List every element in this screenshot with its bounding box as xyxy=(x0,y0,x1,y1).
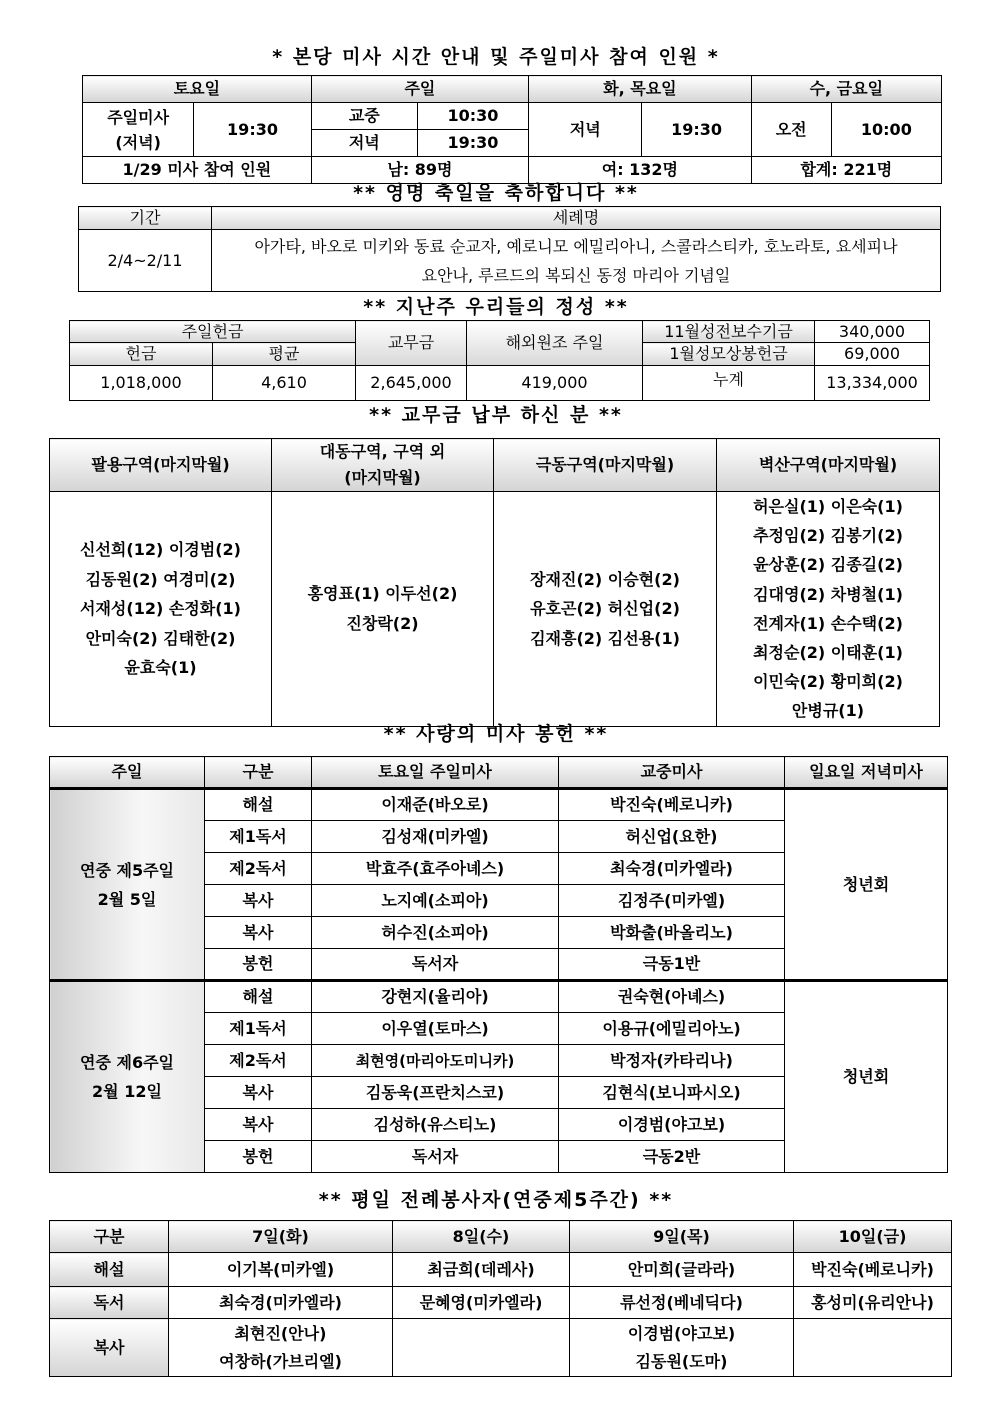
feast-names-line1: 아가타, 바오로 미키와 동료 순교자, 예로니모 에밀리아니, 스콜라스티카, 호노라토, 요세피나 xyxy=(254,236,898,256)
service-header-evening: 일요일 저녁미사 xyxy=(785,757,948,789)
week1-saturday: 박효주(효주아녜스) xyxy=(312,853,559,885)
week2-role: 봉헌 xyxy=(205,1141,312,1173)
wed-fri-time: 10:00 xyxy=(831,103,941,157)
average-header: 평균 xyxy=(213,343,356,366)
sunday-evening-time: 19:30 xyxy=(417,130,528,157)
reader-thu: 류선정(베네딕다) xyxy=(570,1287,794,1319)
service-header-saturday: 토요일 주일미사 xyxy=(312,757,559,789)
district-list-byeoksan: 허은실(1) 이은숙(1) 추정임(2) 김봉기(2) 윤상훈(2) 김종길(2) 김대영(2) 차병철(1) 전계자(1) 손수택(2) 최정순(2) 이태훈(1) 이민숙(2) 황미희(2) 안병규(1) xyxy=(717,492,940,727)
day-header-saturday: 토요일 xyxy=(83,76,312,103)
week2-saturday: 김동욱(프란치스코) xyxy=(312,1077,559,1109)
jan-fund-label: 1월성모상봉헌금 xyxy=(643,343,815,366)
day-header-sunday: 주일 xyxy=(311,76,528,103)
feast-period: 2/4~2/11 xyxy=(79,230,212,292)
district-header-palyong: 팔용구역(마지막월) xyxy=(50,439,272,492)
day-header-tue-thu: 화, 목요일 xyxy=(529,76,752,103)
week1-main: 박진숙(베로니카) xyxy=(559,789,785,821)
wed-fri-label: 오전 xyxy=(751,103,831,157)
districts-table xyxy=(49,438,940,727)
average-value: 4,610 xyxy=(213,366,356,401)
commentary-thu: 안미희(글라라) xyxy=(570,1253,794,1287)
offering-title: ** 지난주 우리들의 정성 ** xyxy=(363,296,629,318)
week2-role: 해설 xyxy=(205,981,312,1013)
week1-saturday: 김성재(미카엘) xyxy=(312,821,559,853)
week1-role: 제2독서 xyxy=(205,853,312,885)
parish-fee-title: ** 교무금 납부 하신 분 ** xyxy=(369,404,623,426)
feast-names-line2: 요안나, 루르드의 복되신 동정 마리아 기념일 xyxy=(421,265,731,285)
week1-role: 해설 xyxy=(205,789,312,821)
commentary-label: 해설 xyxy=(50,1253,169,1287)
feast-names xyxy=(212,230,941,292)
day-header-wed-fri: 수, 금요일 xyxy=(751,76,941,103)
district-list-palyong: 신선희(12) 이경범(2) 김동원(2) 여경미(2) 서재성(12) 손정화(1) 안미숙(2) 김태한(2) 윤효숙(1) xyxy=(50,492,272,727)
week2-saturday: 김성하(유스티노) xyxy=(312,1109,559,1141)
weekday-header-tue: 7일(화) xyxy=(169,1221,393,1253)
reader-label: 독서 xyxy=(50,1287,169,1319)
tue-thu-label: 저녁 xyxy=(529,103,642,157)
feast-table xyxy=(78,206,941,292)
server-label: 복사 xyxy=(50,1319,169,1377)
sunday-collection-header: 주일헌금 xyxy=(70,321,356,343)
week1-role: 봉헌 xyxy=(205,949,312,981)
week2-role: 제2독서 xyxy=(205,1045,312,1077)
weekday-table xyxy=(49,1220,952,1377)
service-table xyxy=(49,756,948,1173)
week1-label: 연중 제5주일 2월 5일 xyxy=(50,789,205,981)
week1-role: 복사 xyxy=(205,885,312,917)
week1-main: 허신업(요한) xyxy=(559,821,785,853)
mass-times-table xyxy=(82,75,942,184)
weekday-header-thu: 9일(목) xyxy=(570,1221,794,1253)
attendance-total: 합계: 221명 xyxy=(751,157,941,184)
sunday-main-time: 10:30 xyxy=(417,103,528,130)
service-title: ** 사랑의 미사 봉헌 ** xyxy=(383,723,609,745)
week1-main: 최숙경(미카엘라) xyxy=(559,853,785,885)
server-thu: 이경범(야고보) 김동원(도마) xyxy=(570,1319,794,1377)
week1-saturday: 이재준(바오로) xyxy=(312,789,559,821)
week2-main: 권숙현(아녜스) xyxy=(559,981,785,1013)
week2-saturday: 최현영(마리아도미니카) xyxy=(312,1045,559,1077)
server-fri xyxy=(794,1319,952,1377)
server-tue: 최현진(안나) 여창하(가브리엘) xyxy=(169,1319,393,1377)
district-header-daedong: 대동구역, 구역 외 (마지막월) xyxy=(272,439,494,492)
week1-main: 극동1반 xyxy=(559,949,785,981)
server-wed xyxy=(393,1319,570,1377)
jan-fund-value: 69,000 xyxy=(815,343,930,366)
week2-saturday: 강현지(율리아) xyxy=(312,981,559,1013)
weekday-header-fri: 10일(금) xyxy=(794,1221,952,1253)
attendance-female: 여: 132명 xyxy=(529,157,752,184)
sunday-main-label: 교중 xyxy=(311,103,417,130)
parish-fee-header: 교무금 xyxy=(356,321,467,366)
week1-role: 제1독서 xyxy=(205,821,312,853)
weekday-header-role: 구분 xyxy=(50,1221,169,1253)
commentary-tue: 이기복(미카엘) xyxy=(169,1253,393,1287)
cash-header: 헌금 xyxy=(70,343,213,366)
offering-table xyxy=(69,320,930,401)
week1-role: 복사 xyxy=(205,917,312,949)
weekday-title: ** 평일 전례봉사자(연중제5주간) ** xyxy=(318,1189,674,1211)
week1-main: 박화출(바올리노) xyxy=(559,917,785,949)
feast-name-header: 세례명 xyxy=(212,207,941,230)
page-title: * 본당 미사 시간 안내 및 주일미사 참여 인원 * xyxy=(272,46,720,68)
reader-tue: 최숙경(미카엘라) xyxy=(169,1287,393,1319)
overseas-aid-header: 해외원조 주일 xyxy=(467,321,643,366)
nov-fund-value: 340,000 xyxy=(815,321,930,343)
feast-title: ** 영명 축일을 축하합니다 ** xyxy=(353,182,639,204)
tue-thu-time: 19:30 xyxy=(642,103,751,157)
week2-main: 극동2반 xyxy=(559,1141,785,1173)
parish-fee-value: 2,645,000 xyxy=(356,366,467,401)
overseas-aid-value: 419,000 xyxy=(467,366,643,401)
service-header-sunday: 주일 xyxy=(50,757,205,789)
week1-saturday: 허수진(소피아) xyxy=(312,917,559,949)
week2-role: 복사 xyxy=(205,1077,312,1109)
service-header-main: 교중미사 xyxy=(559,757,785,789)
cumulative-label: 누계 xyxy=(643,366,815,401)
week1-evening: 청년회 xyxy=(785,789,948,981)
saturday-mass-label: 주일미사 (저녁) xyxy=(83,103,194,157)
feast-period-header: 기간 xyxy=(79,207,212,230)
saturday-mass-time: 19:30 xyxy=(194,103,312,157)
service-header-role: 구분 xyxy=(205,757,312,789)
week2-main: 이경범(야고보) xyxy=(559,1109,785,1141)
reader-fri: 홍성미(유리안나) xyxy=(794,1287,952,1319)
sunday-evening-label: 저녁 xyxy=(311,130,417,157)
commentary-fri: 박진숙(베로니카) xyxy=(794,1253,952,1287)
district-list-daedong: 홍영표(1) 이두선(2) 진창락(2) xyxy=(272,492,494,727)
week1-main: 김정주(미카엘) xyxy=(559,885,785,917)
district-list-geukdong: 장재진(2) 이승현(2) 유호곤(2) 허신업(2) 김재흥(2) 김선용(1) xyxy=(494,492,717,727)
week2-label: 연중 제6주일 2월 12일 xyxy=(50,981,205,1173)
cumulative-value: 13,334,000 xyxy=(815,366,930,401)
reader-wed: 문혜영(미카엘라) xyxy=(393,1287,570,1319)
week2-role: 제1독서 xyxy=(205,1013,312,1045)
week2-main: 이용규(에밀리아노) xyxy=(559,1013,785,1045)
week2-saturday: 독서자 xyxy=(312,1141,559,1173)
week2-evening: 청년회 xyxy=(785,981,948,1173)
cash-value: 1,018,000 xyxy=(70,366,213,401)
attendance-label: 1/29 미사 참여 인원 xyxy=(83,157,312,184)
weekday-header-wed: 8일(수) xyxy=(393,1221,570,1253)
week1-saturday: 노지예(소피아) xyxy=(312,885,559,917)
district-header-geukdong: 극동구역(마지막월) xyxy=(494,439,717,492)
attendance-male: 남: 89명 xyxy=(311,157,528,184)
week2-main: 김현식(보니파시오) xyxy=(559,1077,785,1109)
week1-saturday: 독서자 xyxy=(312,949,559,981)
week2-role: 복사 xyxy=(205,1109,312,1141)
nov-fund-label: 11월성전보수기금 xyxy=(643,321,815,343)
commentary-wed: 최금희(데레사) xyxy=(393,1253,570,1287)
week2-saturday: 이우열(토마스) xyxy=(312,1013,559,1045)
district-header-byeoksan: 벽산구역(마지막월) xyxy=(717,439,940,492)
week2-main: 박정자(카타리나) xyxy=(559,1045,785,1077)
